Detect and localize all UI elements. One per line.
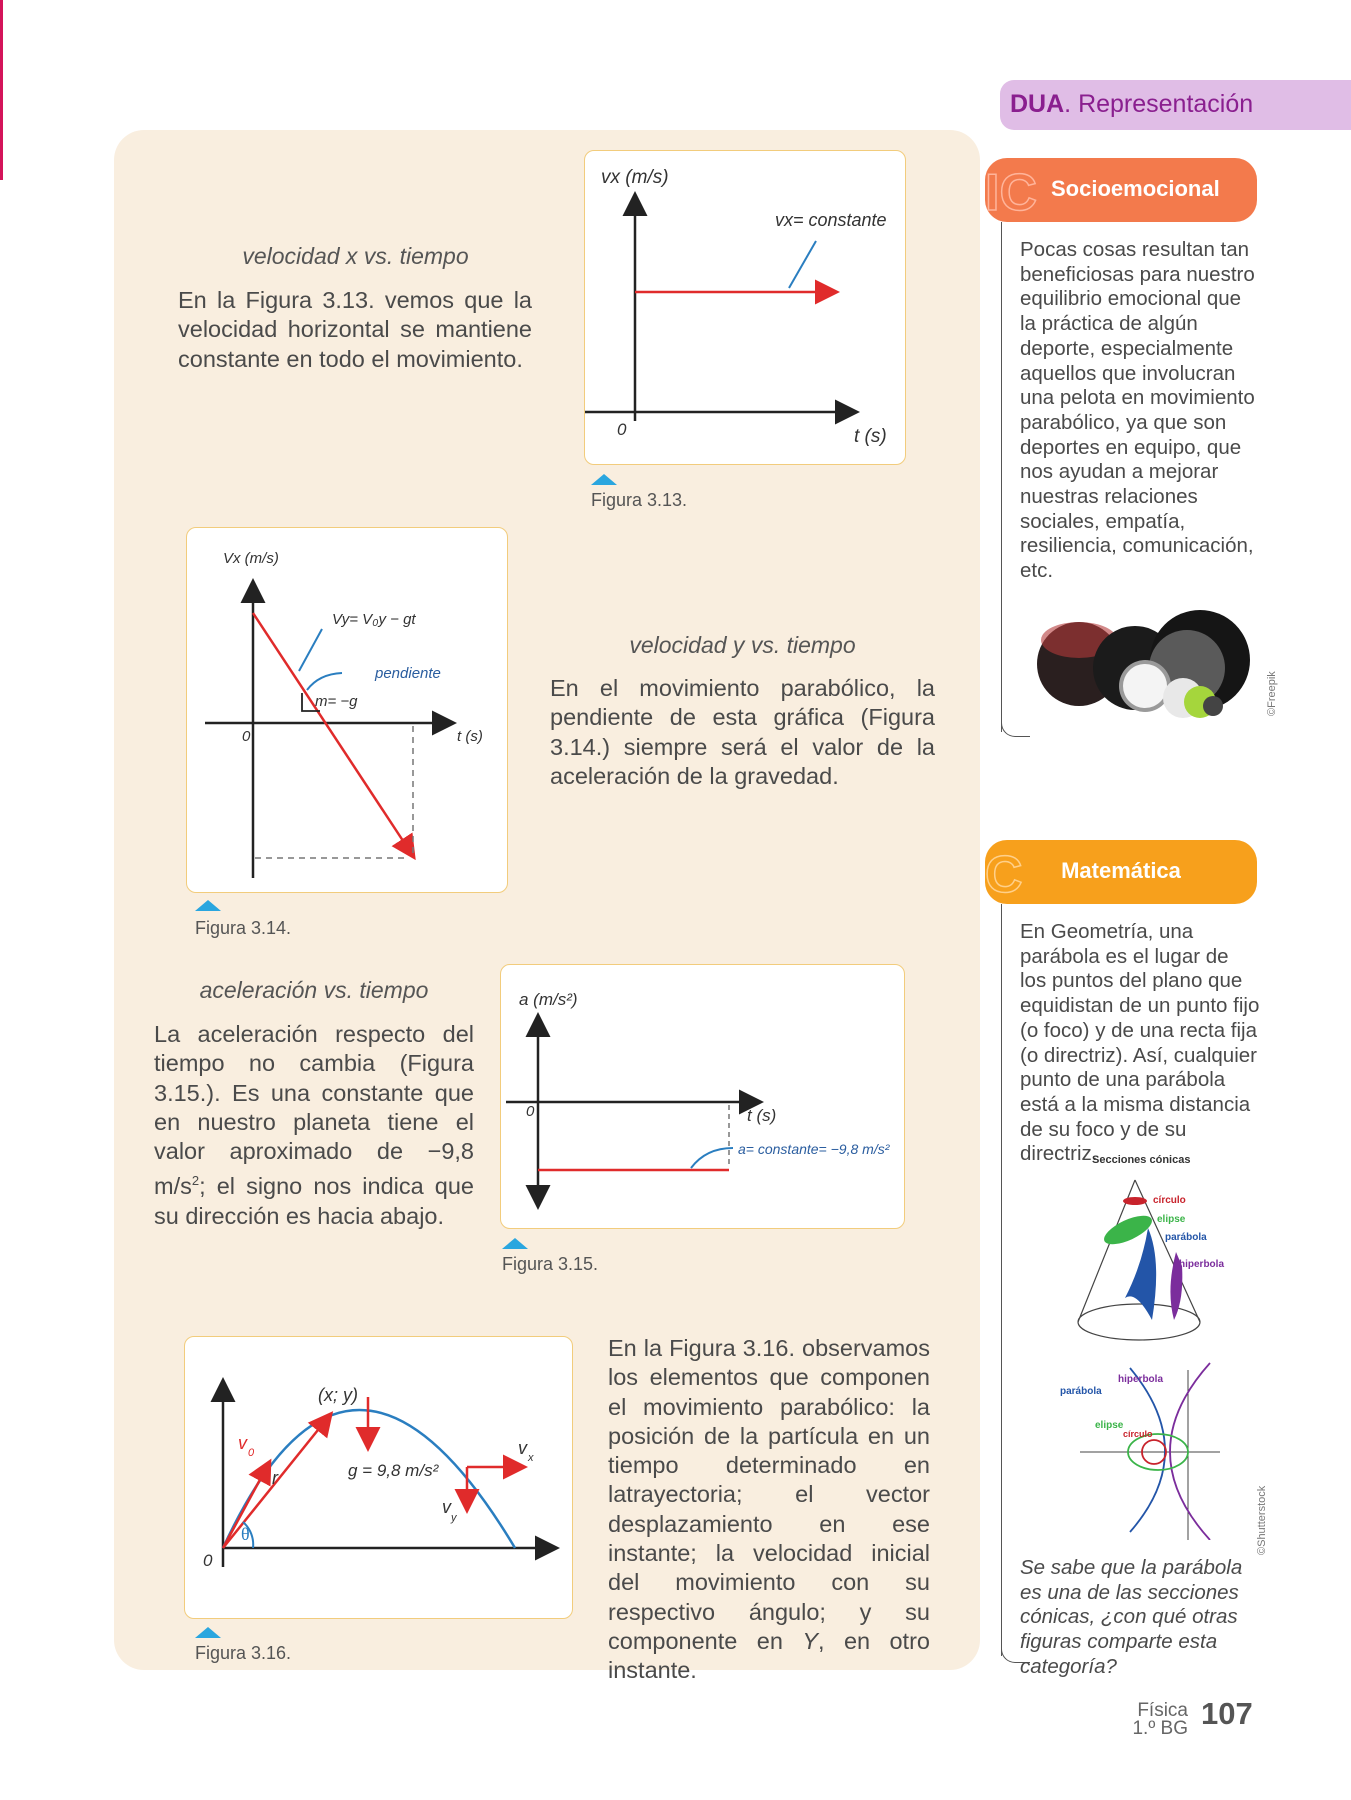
x-axis-label: t (s) — [457, 728, 483, 745]
x-axis-label: t (s) — [854, 426, 887, 447]
origin-label: 0 — [617, 420, 627, 439]
socio-logo-icon — [985, 166, 1045, 216]
figure-3-13 — [584, 150, 906, 465]
svg-text:parábola: parábola — [1165, 1232, 1207, 1243]
y-axis-label: a (m/s²) — [519, 990, 578, 1009]
mate-question: Se sabe que la parábola es una de las secciones cónicas, ¿con qué otras figuras comparte esta categoría? — [1020, 1556, 1243, 1678]
caption-3-15: Figura 3.15. — [502, 1254, 599, 1274]
caption-marker-icon — [591, 474, 617, 485]
svg-text:hiperbola: hiperbola — [1118, 1374, 1164, 1385]
figure-3-14 — [186, 527, 508, 893]
dua-title: DUA. Representación — [1010, 90, 1254, 118]
vy-line — [253, 613, 413, 856]
figure-3-15 — [500, 964, 905, 1229]
section-text-vy: En el movimiento parabólico, la pendiente de esta gráfica (Figura 3.14.) siempre será el valor de la aceleración de la gravedad. — [550, 675, 935, 789]
y-axis-label: Vx (m/s) — [223, 550, 279, 567]
section-title-acc: aceleración vs. tiempo — [199, 977, 429, 1003]
socio-text: Pocas cosas resultan tan beneficiosas para nuestro equilibrio emocional que la práctica de algún deporte, especialmente aquellos que involucran una pelota en movimiento parabólico, ya que son deportes en equipo, que nos ayudan a mejorar nuestras relaciones sociales, empatía, resiliencia, comunicación, etc. — [1020, 238, 1255, 583]
point-label: (x; y) — [318, 1385, 358, 1405]
caption-3-14: Figura 3.14. — [195, 918, 292, 938]
figure-3-14-graph — [187, 528, 507, 892]
vx-subscript: x — [528, 1452, 534, 1464]
origin-label: 0 — [203, 1551, 213, 1570]
annotation-label: a= constante= −9,8 m/s² — [738, 1141, 890, 1157]
theta-label: θ — [241, 1524, 250, 1544]
caption-marker-icon — [502, 1238, 528, 1249]
caption-marker-icon — [195, 1627, 221, 1638]
caption-3-16: Figura 3.16. — [195, 1643, 292, 1663]
matematica-badge: C Matemática — [985, 840, 1257, 904]
socio-credit: ©Freepik — [1266, 671, 1278, 716]
page-edge-marker — [0, 0, 3, 180]
equation-label: Vy= V₀y − gt — [332, 611, 416, 628]
svg-text:círculo: círculo — [1123, 1429, 1153, 1439]
y-axis-label: vx (m/s) — [601, 167, 669, 188]
section-text-acc: La aceleración respecto del tiempo no cambia (Figura 3.15.). Es una constante que en nuestro planeta tiene el valor aproximado de −9,8 $m/s^2$; el signo nos indica que su dirección es hacia abajo. — [154, 1021, 474, 1229]
section-text-vx: En la Figura 3.13. vemos que la velocidad horizontal se mantiene constante en todo el movimiento. — [178, 287, 532, 372]
conic-figure-title: Secciones cónicas — [1092, 1154, 1191, 1166]
figure-3-13-graph — [585, 151, 905, 464]
figure-3-16-graph — [185, 1337, 572, 1618]
mate-frame-line — [1001, 904, 1002, 1656]
origin-label: 0 — [526, 1103, 535, 1120]
annotation-pointer — [691, 1148, 733, 1168]
socio-frame-line — [1001, 222, 1002, 732]
vx-label: v — [518, 1438, 527, 1458]
r-label: r — [272, 1468, 278, 1488]
gravity-label: g = 9,8 m/s² — [348, 1461, 439, 1480]
svg-text:IC: IC — [985, 166, 1037, 216]
annotation-label: vx= constante — [775, 210, 887, 230]
slope-label: pendiente — [375, 665, 441, 682]
annotation-pointer — [789, 241, 816, 288]
svg-text:círculo: círculo — [1153, 1195, 1186, 1206]
conic-sections-image — [1050, 1170, 1250, 1540]
section-title-vx: velocidad x vs. tiempo — [242, 243, 469, 269]
socio-frame-corner — [1001, 722, 1030, 737]
svg-text:hiperbola: hiperbola — [1179, 1259, 1225, 1270]
v0-subscript: 0 — [248, 1447, 255, 1459]
socioemocional-badge: IC Socioemocional — [985, 158, 1257, 222]
equation-pointer — [299, 629, 322, 671]
caption-3-13: Figura 3.13. — [591, 490, 688, 510]
vy-label: v — [442, 1497, 451, 1517]
svg-text:elipse: elipse — [1095, 1420, 1124, 1431]
section-title-vy: velocidad y vs. tiempo — [629, 632, 856, 658]
section-text-elements: En la Figura 3.16. observamos los elementos que componen el movimiento parabólico: la posición de la partícula en un tiempo determinado en latrayectoria; el vector desplazamiento en ese instante; la velocidad inicial del movimiento con su respectivo ángulo; y su componente en Y, en otro instante. — [608, 1335, 930, 1684]
footer-subject: Física 1.º BG — [1132, 1700, 1188, 1739]
slope-pointer — [307, 673, 342, 690]
vy-subscript: y — [451, 1512, 457, 1524]
figure-3-16 — [184, 1336, 573, 1619]
svg-text:elipse: elipse — [1157, 1214, 1186, 1225]
page-number: 107 — [1201, 1696, 1253, 1731]
mate-text: En Geometría, una parábola es el lugar de los puntos del plano que equidistan de un punto fijo (o foco) y de una recta fija (o directriz). Así, cualquier punto de una parábola está a la misma distancia de su foco y de su directriz. — [1020, 920, 1260, 1166]
figure-3-15-graph — [501, 965, 904, 1228]
mate-credit: ©Shutterstock — [1256, 1485, 1268, 1555]
caption-marker-icon — [195, 900, 221, 911]
slope-value: m= −g — [315, 693, 358, 710]
x-axis-label: t (s) — [747, 1106, 777, 1125]
origin-label: 0 — [242, 728, 251, 745]
sports-balls-image — [1035, 610, 1260, 725]
svg-text:parábola: parábola — [1060, 1386, 1102, 1397]
v0-label: v — [238, 1433, 247, 1453]
svg-text:C: C — [985, 848, 1023, 898]
